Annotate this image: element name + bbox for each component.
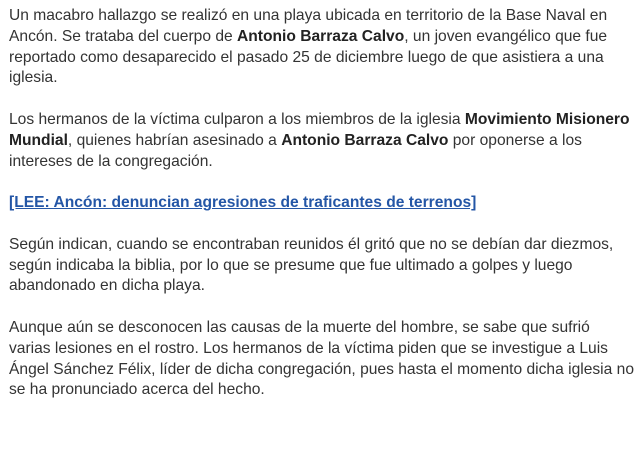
victim-name: Antonio Barraza Calvo	[281, 131, 449, 149]
article-body	[9, 6, 635, 422]
paragraph-testimony: Según indican, cuando se encontraban reunidos él gritó que no se debían dar diezmos, según indicaba la biblia, por lo que se presume que fue ultimado a golpes y luego abandonado en dicha playa.	[9, 235, 614, 295]
paragraph-intro	[9, 6, 635, 89]
paragraph-text: por oponerse a los intereses de la congregación.	[9, 131, 582, 170]
related-link-paragraph	[9, 193, 635, 214]
paragraph-text: , quienes habrían asesinado a	[67, 131, 282, 149]
paragraph-text: Un macabro hallazgo se realizó en una playa ubicada en territorio de la Base Naval en Ancón. Se trataba del cuerpo de	[9, 7, 608, 45]
paragraph-text: , un joven evangélico que fue reportado como desaparecido el pasado 25 de diciembre luego de que asistiera a una iglesia.	[9, 27, 608, 87]
church-name: Movimiento Misionero Mundial	[9, 110, 630, 149]
victim-name: Antonio Barraza Calvo	[237, 27, 405, 45]
related-article-link[interactable]: [LEE: Ancón: denuncian agresiones de traficantes de terrenos]	[9, 194, 477, 212]
paragraph-investigation: Aunque aún se desconocen las causas de la muerte del hombre, se sabe que sufrió varias lesiones en el rostro. Los hermanos de la víctima piden que se investigue a Luis Ángel Sánchez Félix, líder de dicha congregación, pues hasta el momento dicha iglesia no se ha pronunciado acerca del hecho.	[9, 318, 634, 399]
paragraph-accusation	[9, 110, 635, 172]
paragraph-text: Los hermanos de la víctima culparon a los miembros de la iglesia	[9, 110, 465, 128]
